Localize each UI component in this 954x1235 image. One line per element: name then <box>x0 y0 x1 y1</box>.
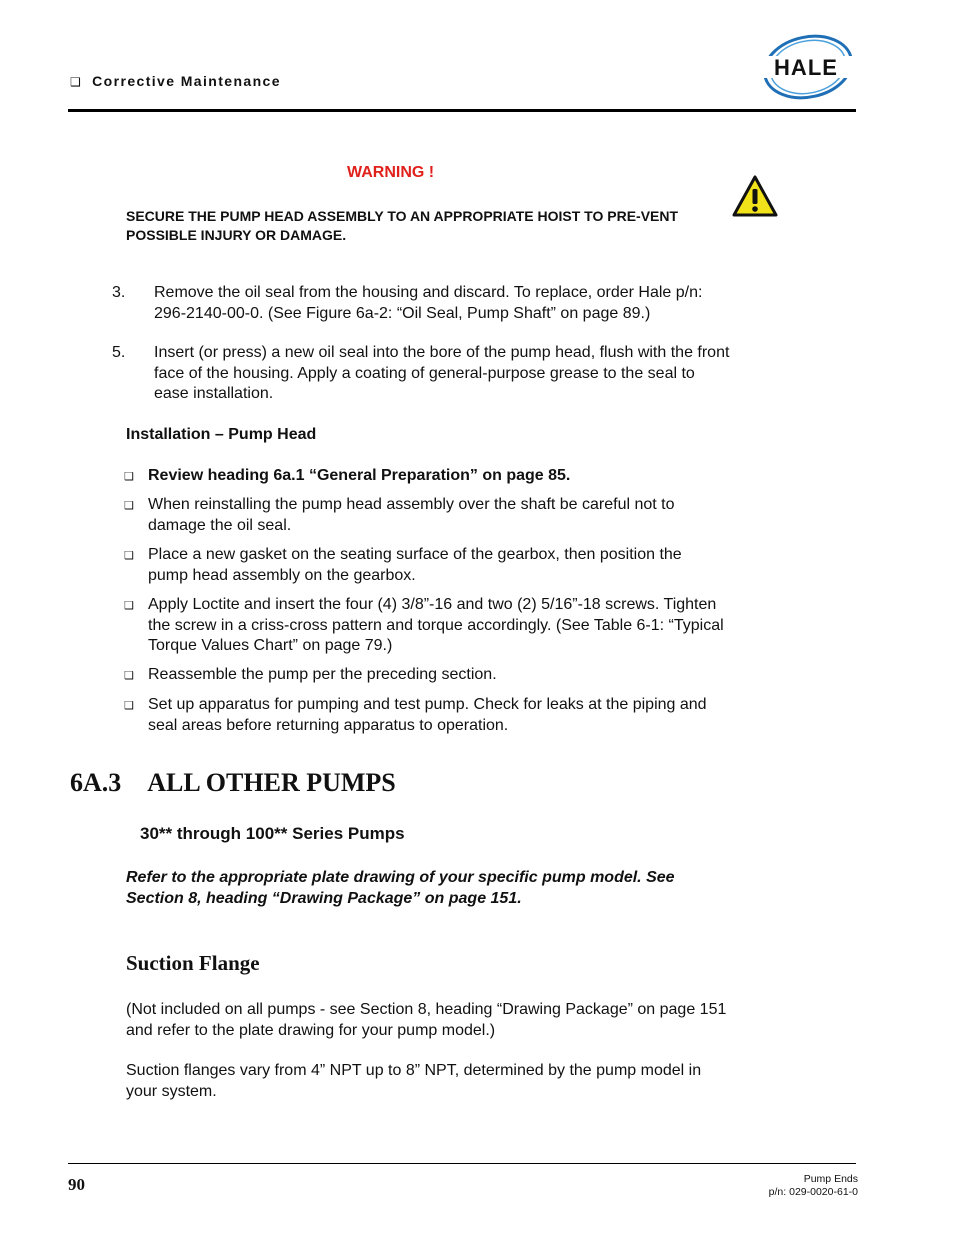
footer-doc-title: Pump Ends <box>803 1173 858 1185</box>
page-number: 90 <box>68 1175 85 1194</box>
section-label: Corrective Maintenance <box>92 73 281 89</box>
list-item-text: Review heading 6a.1 “General Preparation” on page 85. <box>148 467 571 484</box>
footer-doc-info <box>769 1173 858 1199</box>
footer-rule <box>68 1163 856 1164</box>
bullet-box-icon: ❑ <box>124 700 134 712</box>
bullet-box-icon: ❑ <box>124 600 134 612</box>
warning-triangle-icon <box>731 174 779 218</box>
list-item <box>124 466 724 488</box>
list-item <box>124 495 724 537</box>
bullet-box-icon: ❑ <box>124 500 134 512</box>
section-number: 6A.3 <box>70 768 122 797</box>
list-item <box>124 695 724 737</box>
list-item <box>124 545 724 587</box>
section-heading <box>70 768 396 798</box>
list-item-text: When reinstalling the pump head assembly over the shaft be careful not to damage the oil seal. <box>148 496 675 534</box>
bullet-box-icon: ❑ <box>124 550 134 562</box>
list-item-text: Place a new gasket on the seating surface of the gearbox, then position the pump head assembly on the gearbox. <box>148 546 682 584</box>
list-item-text: Reassemble the pump per the preceding section. <box>148 666 497 683</box>
warning-text: SECURE THE PUMP HEAD ASSEMBLY TO AN APPROPRIATE HOIST TO PRE-VENT POSSIBLE INJURY OR DAMAGE. <box>126 208 679 243</box>
bullet-box-icon: ❑ <box>124 670 134 682</box>
list-item-text: Apply Loctite and insert the four (4) 3/8”-16 and two (2) 5/16”-18 screws. Tighten the screw in a criss-cross pattern and torque accordingly. (See Table 6-1: “Typical Torque Values Chart” on page 79.) <box>148 596 724 654</box>
step-number: 3. <box>112 284 126 301</box>
footer-part-number: p/n: 029-0020-61-0 <box>768 1186 858 1198</box>
suction-paragraph-2: Suction flanges vary from 4” NPT up to 8” NPT, determined by the pump model in your system. <box>126 1062 702 1100</box>
logo-text: HALE <box>774 55 838 80</box>
series-heading: 30** through 100** Series Pumps <box>140 824 405 843</box>
step-text: Insert (or press) a new oil seal into the bore of the pump head, flush with the front face of the housing. Apply a coating of general-purpose grease to the seal to ease installation. <box>154 344 730 402</box>
checkbox-glyph-icon: ❑ <box>70 75 83 89</box>
step-5 <box>112 343 732 405</box>
running-header <box>70 73 281 89</box>
suction-paragraph-1: (Not included on all pumps - see Section 8, heading “Drawing Package” on page 151 and refer to the plate drawing for your pump model.) <box>126 1001 727 1039</box>
bullet-box-icon: ❑ <box>124 471 134 483</box>
step-number: 5. <box>112 344 126 361</box>
refer-note: Refer to the appropriate plate drawing of your specific pump model. See Section 8, heading “Drawing Package” on page 151. <box>126 869 675 907</box>
section-title: ALL OTHER PUMPS <box>147 768 396 797</box>
hale-logo <box>756 34 856 100</box>
list-item <box>124 595 724 657</box>
installation-heading: Installation – Pump Head <box>126 426 317 443</box>
list-item <box>124 665 724 687</box>
header-rule <box>68 109 856 112</box>
suction-flange-heading: Suction Flange <box>126 951 260 975</box>
list-item-text: Set up apparatus for pumping and test pump. Check for leaks at the piping and seal areas before returning apparatus to operation. <box>148 696 707 734</box>
step-3 <box>112 283 732 325</box>
warning-title: WARNING ! <box>347 164 435 181</box>
step-text: Remove the oil seal from the housing and discard. To replace, order Hale p/n: 296-2140-00-0. (See Figure 6a-2: “Oil Seal, Pump Shaft” on page 89.) <box>154 284 703 322</box>
